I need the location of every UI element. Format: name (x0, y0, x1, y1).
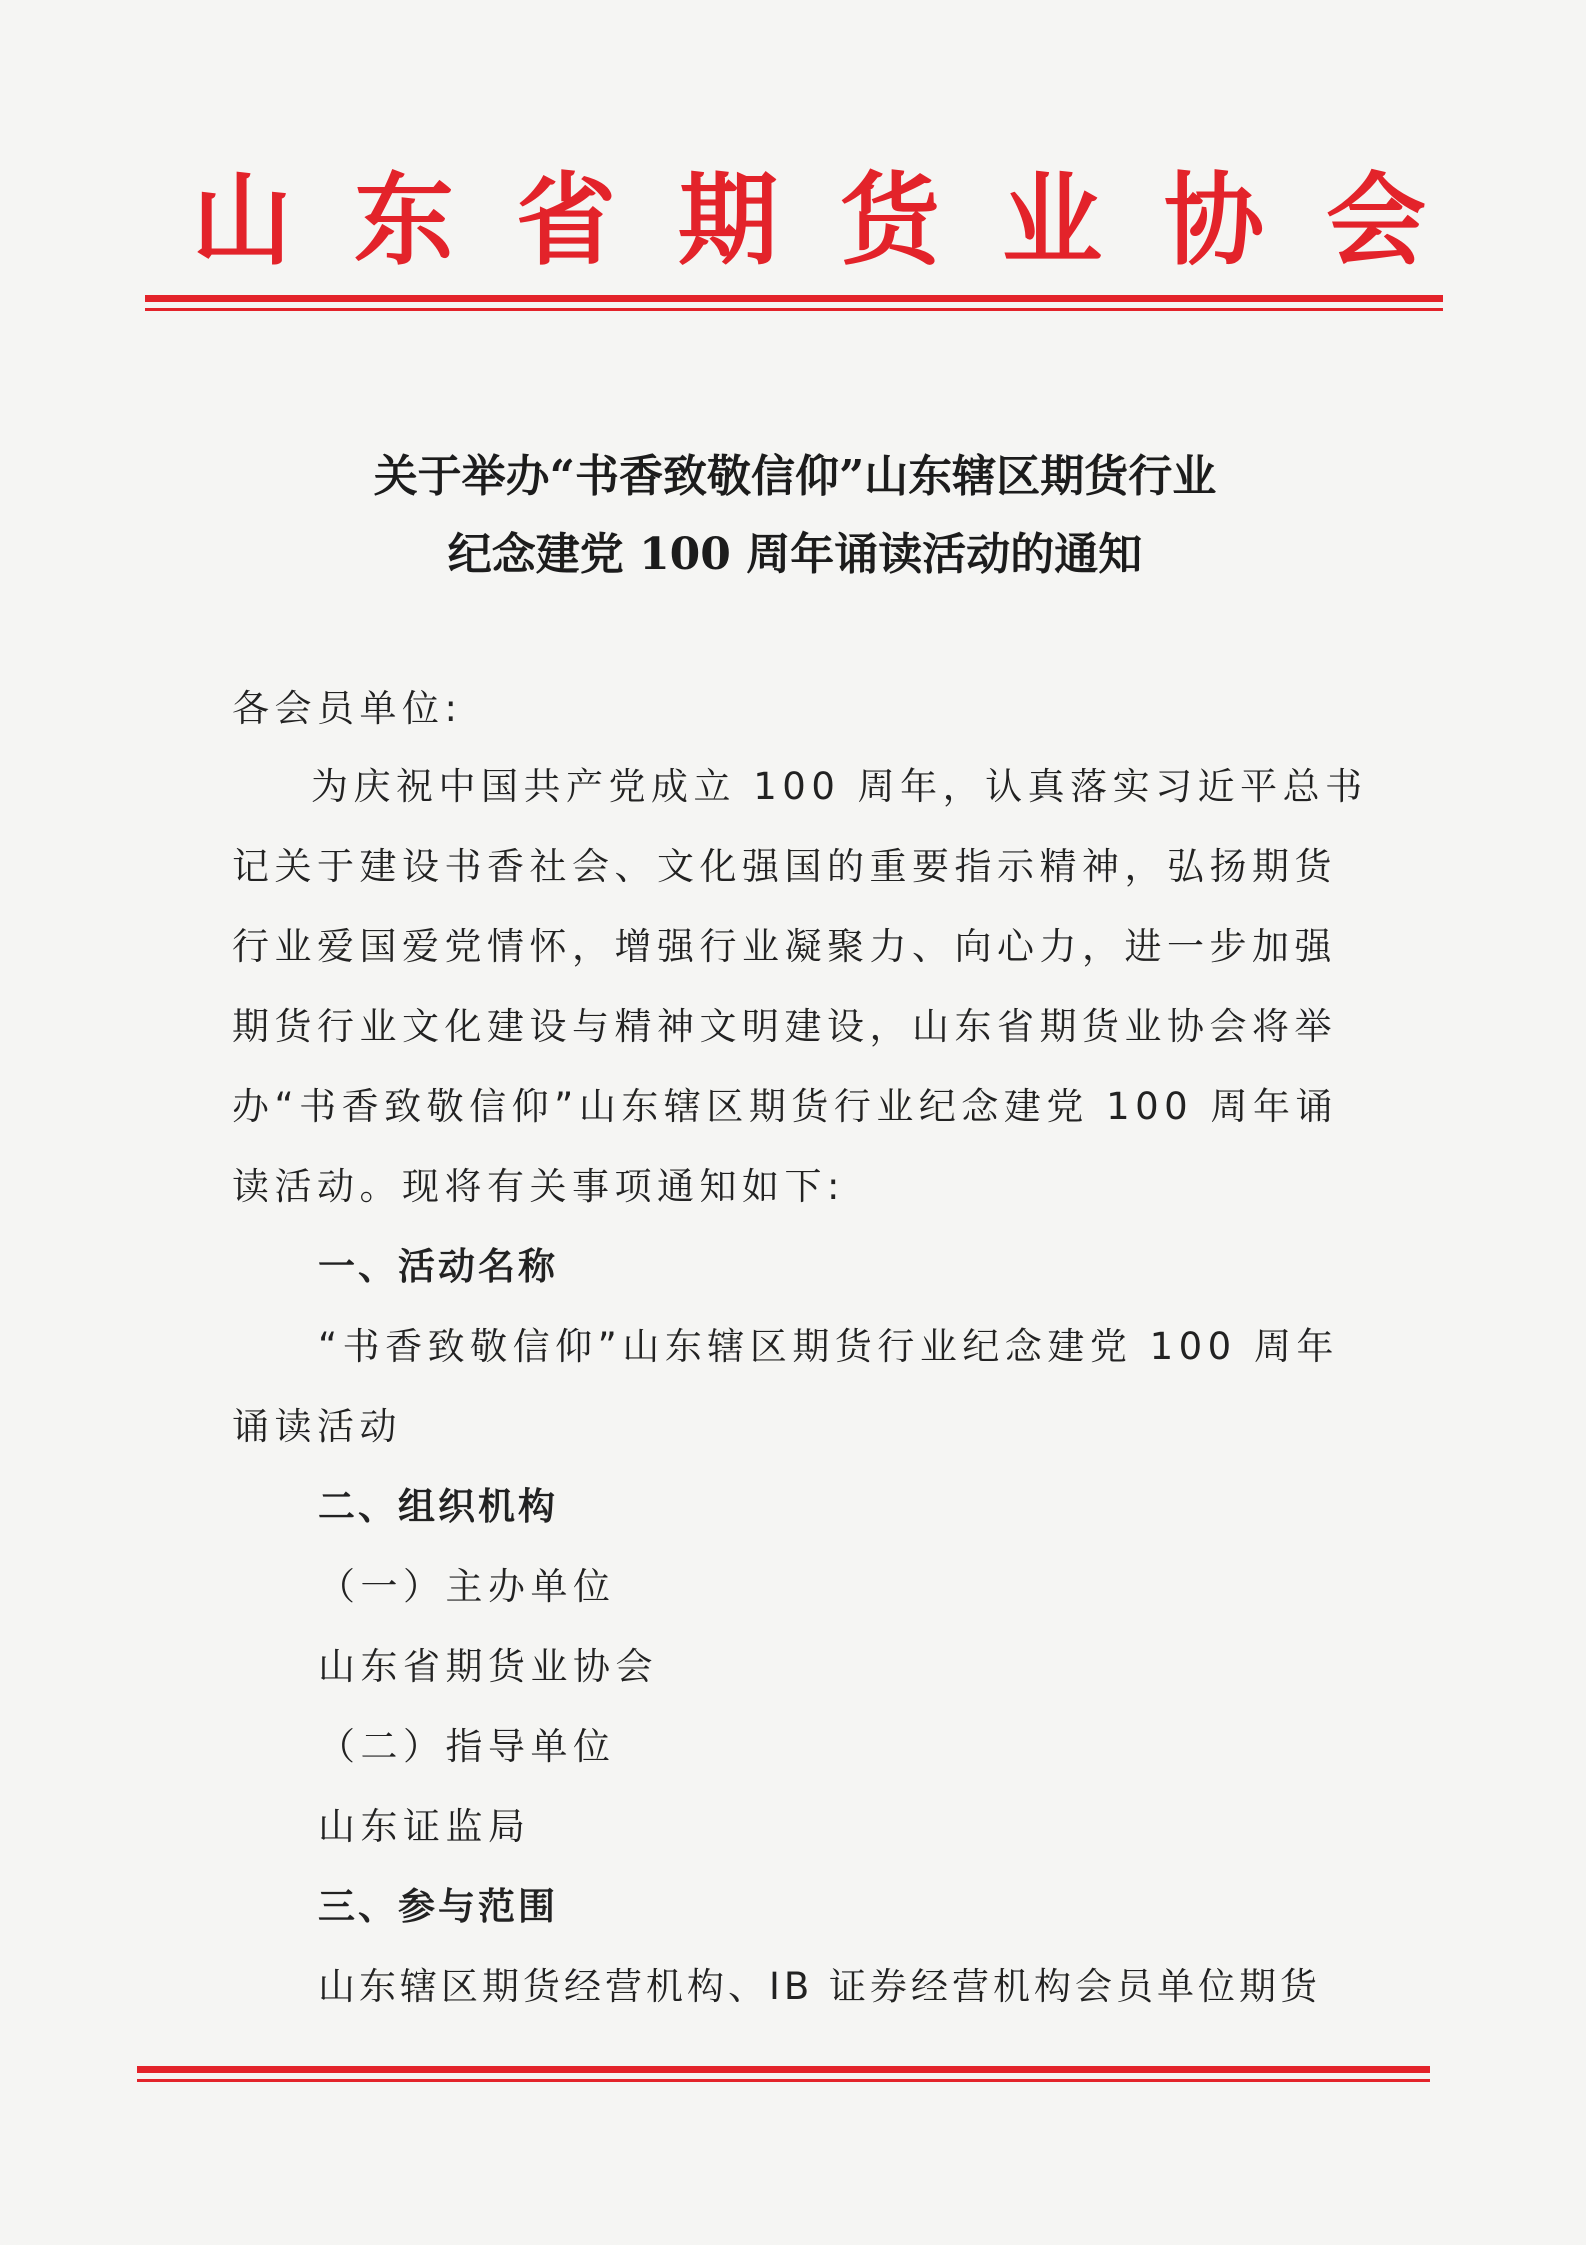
intro-line: 办“书香致敬信仰”山东辖区期货行业纪念建党 100 周年诵 (232, 1085, 1338, 1128)
intro-line: 记关于建设书香社会、文化强国的重要指示精神，弘扬期货 (232, 845, 1337, 888)
section-text: “书香致敬信仰”山东辖区期货行业纪念建党 100 周年 (318, 1325, 1339, 1368)
footer-rule-thin (137, 2079, 1430, 2082)
document-title-line-2: 纪念建党 100 周年诵读活动的通知 (447, 529, 1143, 580)
subsection-heading: （二）指导单位 (318, 1725, 616, 1768)
section-text: 山东辖区期货经营机构、IB 证券经营机构会员单位期货 (318, 1965, 1322, 2008)
section-text: 诵读活动 (232, 1405, 402, 1448)
salutation: 各会员单位: (232, 687, 463, 730)
intro-line: 读活动。现将有关事项通知如下: (232, 1165, 845, 1208)
letterhead-rule-thin (145, 308, 1443, 311)
intro-line: 期货行业文化建设与精神文明建设，山东省期货业协会将举 (232, 1005, 1337, 1048)
intro-line: 行业爱国爱党情怀，增强行业凝聚力、向心力，进一步加强 (232, 925, 1337, 968)
section-heading: 一、活动名称 (318, 1245, 558, 1288)
letterhead-organization: 山东省期货业协会 (192, 161, 1488, 279)
intro-line: 为庆祝中国共产党成立 100 周年，认真落实习近平总书 (311, 765, 1368, 808)
subsection-heading: （一）主办单位 (318, 1565, 616, 1608)
document-title-line-1: 关于举办“书香致敬信仰”山东辖区期货行业 (373, 451, 1217, 502)
section-heading: 三、参与范围 (318, 1885, 558, 1928)
letterhead-rule-thick (145, 295, 1443, 302)
subsection-text: 山东证监局 (318, 1805, 531, 1848)
footer-rule-thick (137, 2066, 1430, 2073)
section-heading: 二、组织机构 (318, 1485, 558, 1528)
subsection-text: 山东省期货业协会 (318, 1645, 658, 1688)
